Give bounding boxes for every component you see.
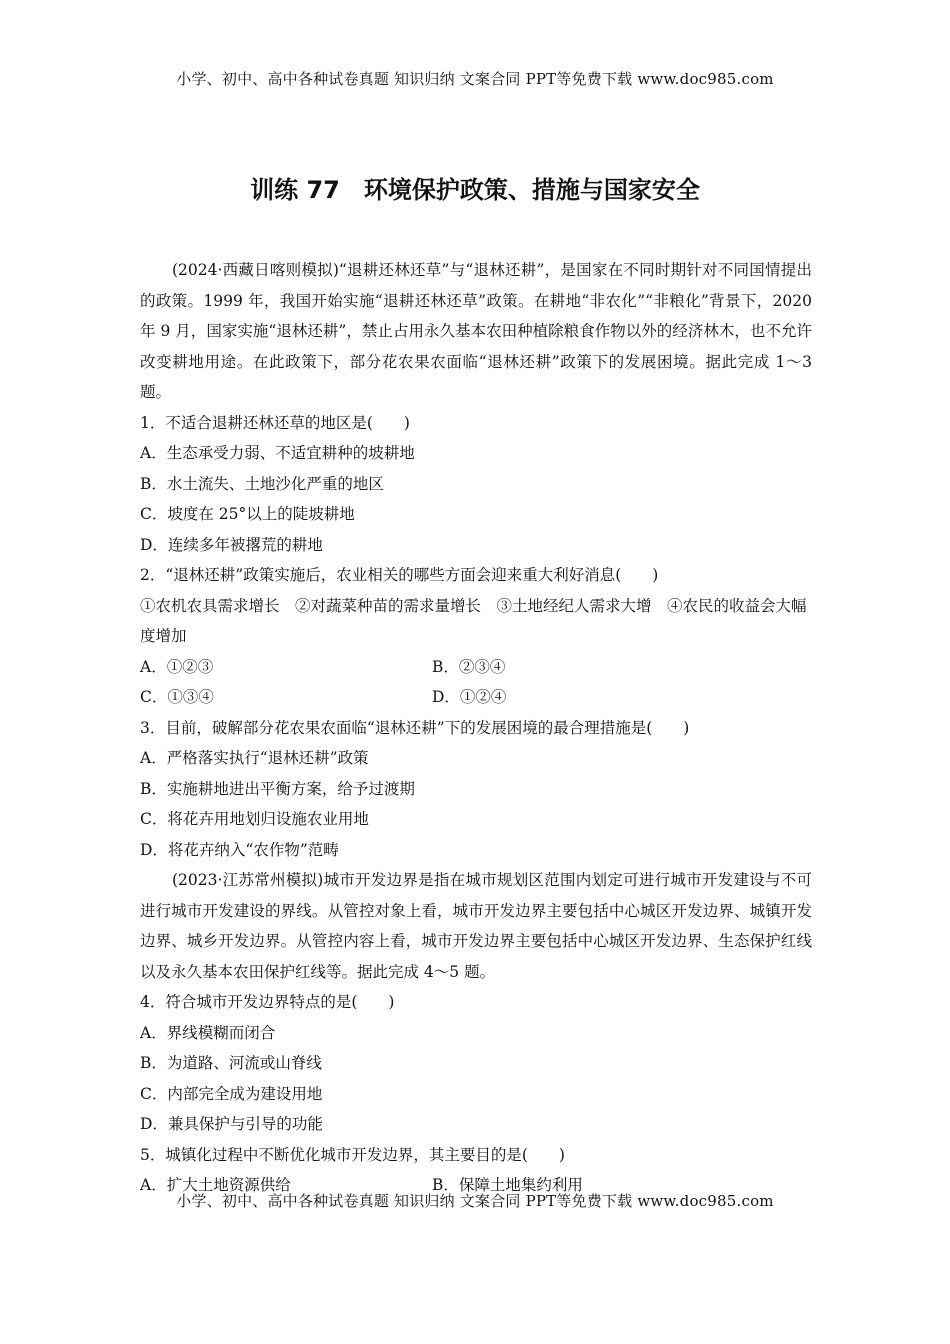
passage-1: (2024·西藏日喀则模拟)“退耕还林还草”与“退林还耕”，是国家在不同时期针对不同国情提出的政策。1999 年，我国开始实施“退耕还林还草”政策。在耕地“非农化”“非粮化”背景下，2020 年 9 月，国家实施“退林还耕”，禁止占用永久基本农田种植除粮食作物以外的经济林木，也不允许改变耕地用途。在此政策下，部分花农果农面临“退林还耕”政策下的发展困境。据此完成 1～3 题。 [140,261,812,401]
q1-option-c: C．坡度在 25°以上的陡坡耕地 [140,505,355,523]
question-5-stem: 5．城镇化过程中不断优化城市开发边界，其主要目的是( ) [140,1145,565,1164]
q2-option-d: D．①②④ [432,688,507,706]
q3-option-c: C．将花卉用地划归设施农业用地 [140,810,369,828]
q3-option-a: A．严格落实执行“退林还耕”政策 [140,749,369,767]
q2-statements: ①农机农具需求增长 ②对蔬菜种苗的需求量增长 ③土地经纪人需求大增 ④农民的收益会大幅度增加 [140,596,807,645]
q4-option-a: A．界线模糊而闭合 [140,1023,276,1042]
q5-option-a: A．扩大土地资源供给 [140,1176,291,1194]
q1-option-b: B．水土流失、土地沙化严重的地区 [140,474,384,493]
worksheet-body [140,255,812,1201]
q3-option-b: B．实施耕地进出平衡方案，给予过渡期 [140,779,415,798]
q4-option-b: B．为道路、河流或山脊线 [140,1054,322,1072]
q4-option-c: C．内部完全成为建设用地 [140,1084,323,1103]
q2-option-b: B．②③④ [432,657,506,676]
q3-option-d: D．将花卉纳入“农作物”范畴 [140,840,339,859]
q5-option-b: B．保障土地集约利用 [432,1176,583,1194]
q2-option-a: A．①②③ [140,657,214,676]
question-1-stem: 1．不适合退耕还林还草的地区是( ) [140,413,410,432]
page-title: 训练 77 环境保护政策、措施与国家安全 [250,176,700,204]
q4-option-d: D．兼具保护与引导的功能 [140,1115,323,1133]
q1-option-d: D．连续多年被撂荒的耕地 [140,535,323,554]
question-3-stem: 3．目前，破解部分花农果农面临“退林还耕”下的发展困境的最合理措施是( ) [140,718,690,737]
page-header: 小学、初中、高中各种试卷真题 知识归纳 文案合同 PPT等免费下载 www.doc985.com [176,70,774,88]
q1-option-a: A．生态承受力弱、不适宜耕种的坡耕地 [140,444,415,462]
q2-option-c: C．①③④ [140,688,214,706]
question-4-stem: 4．符合城市开发边界特点的是( ) [140,993,395,1011]
q2-options-row-1 [140,652,812,683]
page-footer: 小学、初中、高中各种试卷真题 知识归纳 文案合同 PPT等免费下载 www.doc985.com [176,1192,774,1210]
q2-options-row-2 [140,682,812,713]
question-2-stem: 2．“退林还耕”政策实施后，农业相关的哪些方面会迎来重大利好消息( ) [140,566,659,584]
passage-2: (2023·江苏常州模拟)城市开发边界是指在城市规划区范围内划定可进行城市开发建设与不可进行城市开发建设的界线。从管控对象上看，城市开发边界主要包括中心城区开发边界、城镇开发边界、城乡开发边界。从管控内容上看，城市开发边界主要包括中心城区开发边界、生态保护红线以及永久基本农田保护红线等。据此完成 4～5 题。 [140,871,812,981]
